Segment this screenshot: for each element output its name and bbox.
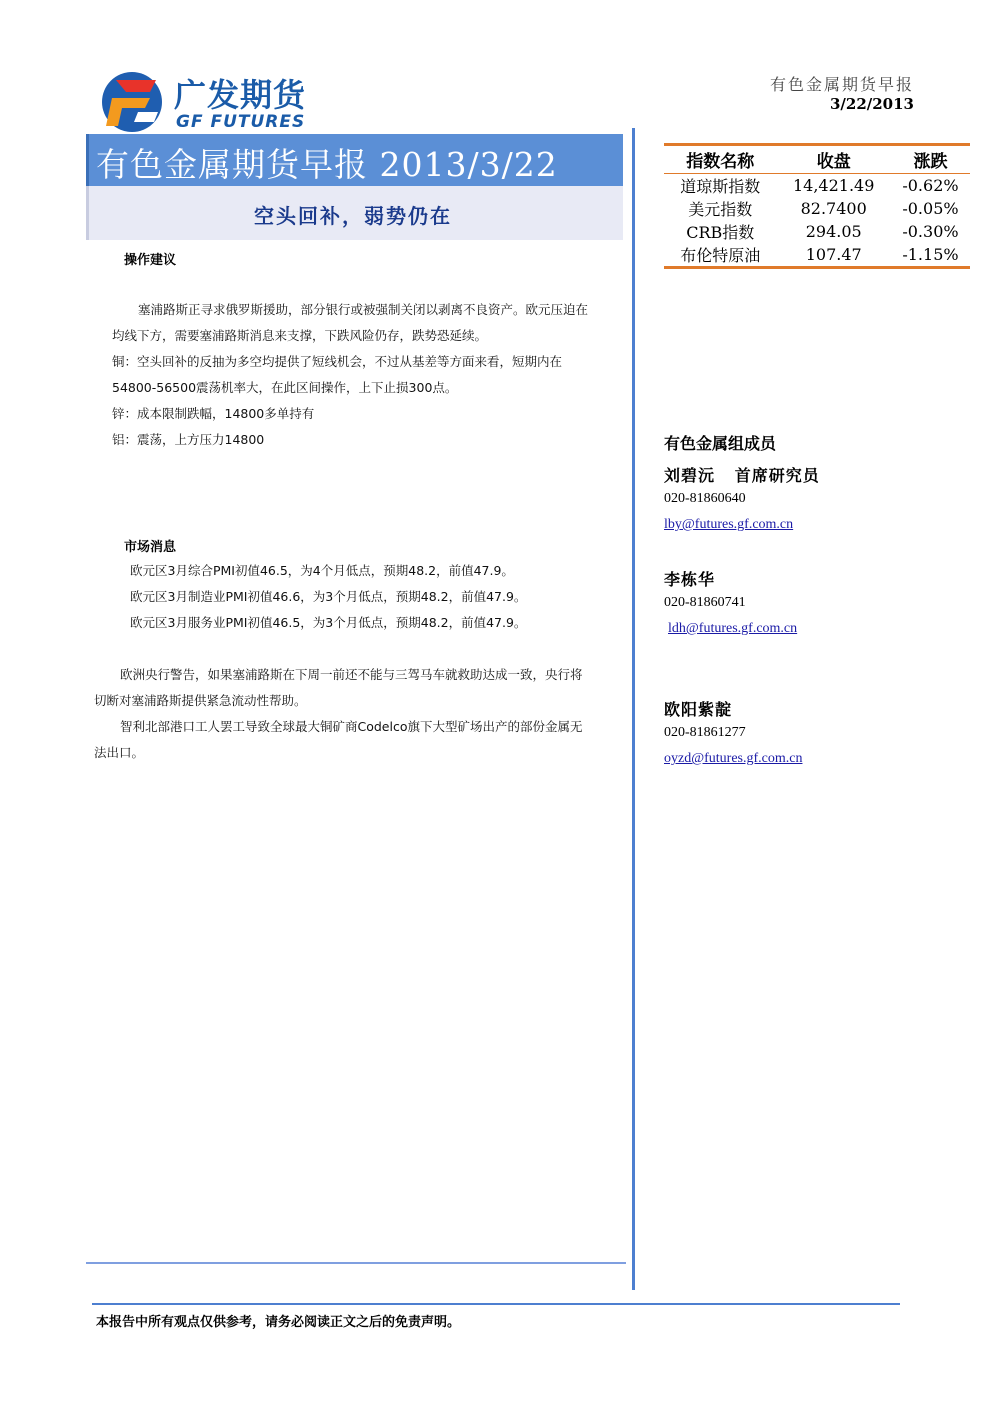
table-row bbox=[664, 197, 970, 220]
page-title: 有色金属期货早报 2013/3/22 bbox=[96, 145, 558, 184]
table-row bbox=[664, 174, 970, 198]
section-divider bbox=[86, 1262, 626, 1264]
table-cell: 美元指数 bbox=[688, 200, 753, 219]
team-heading: 有色金属组成员 bbox=[664, 434, 777, 453]
market-item: 欧元区3月综合PMI初值46.5，为4个月低点，预期48.2，前值47.9。 bbox=[130, 563, 514, 578]
logo-en-text: GF FUTURES bbox=[176, 112, 306, 132]
news-line: 法出口。 bbox=[94, 745, 145, 760]
market-items bbox=[130, 558, 620, 636]
table-cell: 294.05 bbox=[805, 222, 862, 241]
market-heading: 市场消息 bbox=[124, 540, 177, 555]
news-line: 欧洲央行警告，如果塞浦路斯在下周一前还不能与三驾马车就救助达成一致，央行将 bbox=[120, 667, 583, 682]
gf-logo-icon bbox=[92, 68, 172, 136]
table-cell: 道琼斯指数 bbox=[680, 177, 761, 196]
advice-heading: 操作建议 bbox=[124, 253, 177, 268]
table-row bbox=[664, 220, 970, 243]
member-phone: 020-81860640 bbox=[664, 491, 746, 506]
member-phone: 020-81861277 bbox=[664, 725, 746, 740]
member-name: 欧阳紫靛 bbox=[664, 700, 733, 719]
advice-line: 铝：震荡，上方压力14800 bbox=[112, 432, 265, 447]
advice-line: 锌：成本限制跌幅，14800多单持有 bbox=[112, 406, 315, 421]
table-row bbox=[664, 243, 970, 268]
member-name: 李栋华 bbox=[664, 570, 716, 589]
table-header-cell: 指数名称 bbox=[664, 145, 776, 174]
market-news bbox=[94, 662, 624, 766]
table-cell: -1.15% bbox=[891, 243, 970, 268]
advice-line: 铜：空头回补的反抽为多空均提供了短线机会，不过从基差等方面来看，短期内在 bbox=[112, 354, 563, 369]
member-email-link[interactable]: lby@futures.gf.com.cn bbox=[664, 517, 794, 532]
header-date: 3/22/2013 bbox=[829, 95, 914, 113]
member-phone: 020-81860741 bbox=[664, 595, 746, 610]
table-cell: CRB指数 bbox=[686, 223, 755, 242]
footer-divider bbox=[92, 1303, 900, 1305]
company-logo bbox=[92, 68, 342, 136]
advice-line: 塞浦路斯正寻求俄罗斯援助，部分银行或被强制关闭以剥离不良资产。欧元压迫在 bbox=[138, 302, 589, 317]
member-email-link[interactable]: ldh@futures.gf.com.cn bbox=[668, 621, 798, 636]
table-cell: 107.47 bbox=[776, 243, 890, 268]
news-line: 切断对塞浦路斯提供紧急流动性帮助。 bbox=[94, 693, 307, 708]
member-email-link[interactable]: oyzd@futures.gf.com.cn bbox=[664, 751, 803, 766]
logo-cn-text: 广发期货 bbox=[174, 76, 307, 114]
table-cell: -0.62% bbox=[902, 176, 959, 195]
advice-line: 均线下方，需要塞浦路斯消息来支撑，下跌风险仍存，跌势恐延续。 bbox=[112, 328, 488, 343]
table-header-cell: 涨跌 bbox=[891, 145, 970, 174]
market-item: 欧元区3月制造业PMI初值46.6，为3个月低点，预期48.2，前值47.9。 bbox=[130, 589, 527, 604]
table-header-row bbox=[664, 145, 970, 174]
table-cell: 82.7400 bbox=[800, 199, 867, 218]
column-divider bbox=[632, 128, 635, 1290]
advice-body bbox=[112, 297, 622, 453]
market-item: 欧元区3月服务业PMI初值46.5，为3个月低点，预期48.2，前值47.9。 bbox=[130, 615, 527, 630]
header-report-name: 有色金属期货早报 bbox=[769, 75, 914, 94]
table-cell: 14,421.49 bbox=[792, 176, 875, 195]
table-header-cell: 收盘 bbox=[776, 145, 890, 174]
table-cell: -0.05% bbox=[902, 199, 959, 218]
index-table bbox=[664, 143, 970, 269]
footer-disclaimer: 本报告中所有观点仅供参考，请务必阅读正文之后的免责声明。 bbox=[96, 1315, 461, 1330]
member-name: 刘碧沅 首席研究员 bbox=[664, 466, 820, 485]
table-cell: 布伦特原油 bbox=[664, 243, 776, 268]
page-subtitle: 空头回补，弱势仍在 bbox=[254, 204, 452, 228]
news-line: 智利北部港口工人罢工导致全球最大铜矿商Codelco旗下大型矿场出产的部份金属无 bbox=[120, 719, 583, 734]
table-cell: -0.30% bbox=[902, 222, 959, 241]
advice-line: 54800-56500震荡机率大，在此区间操作，上下止损300点。 bbox=[112, 380, 458, 395]
